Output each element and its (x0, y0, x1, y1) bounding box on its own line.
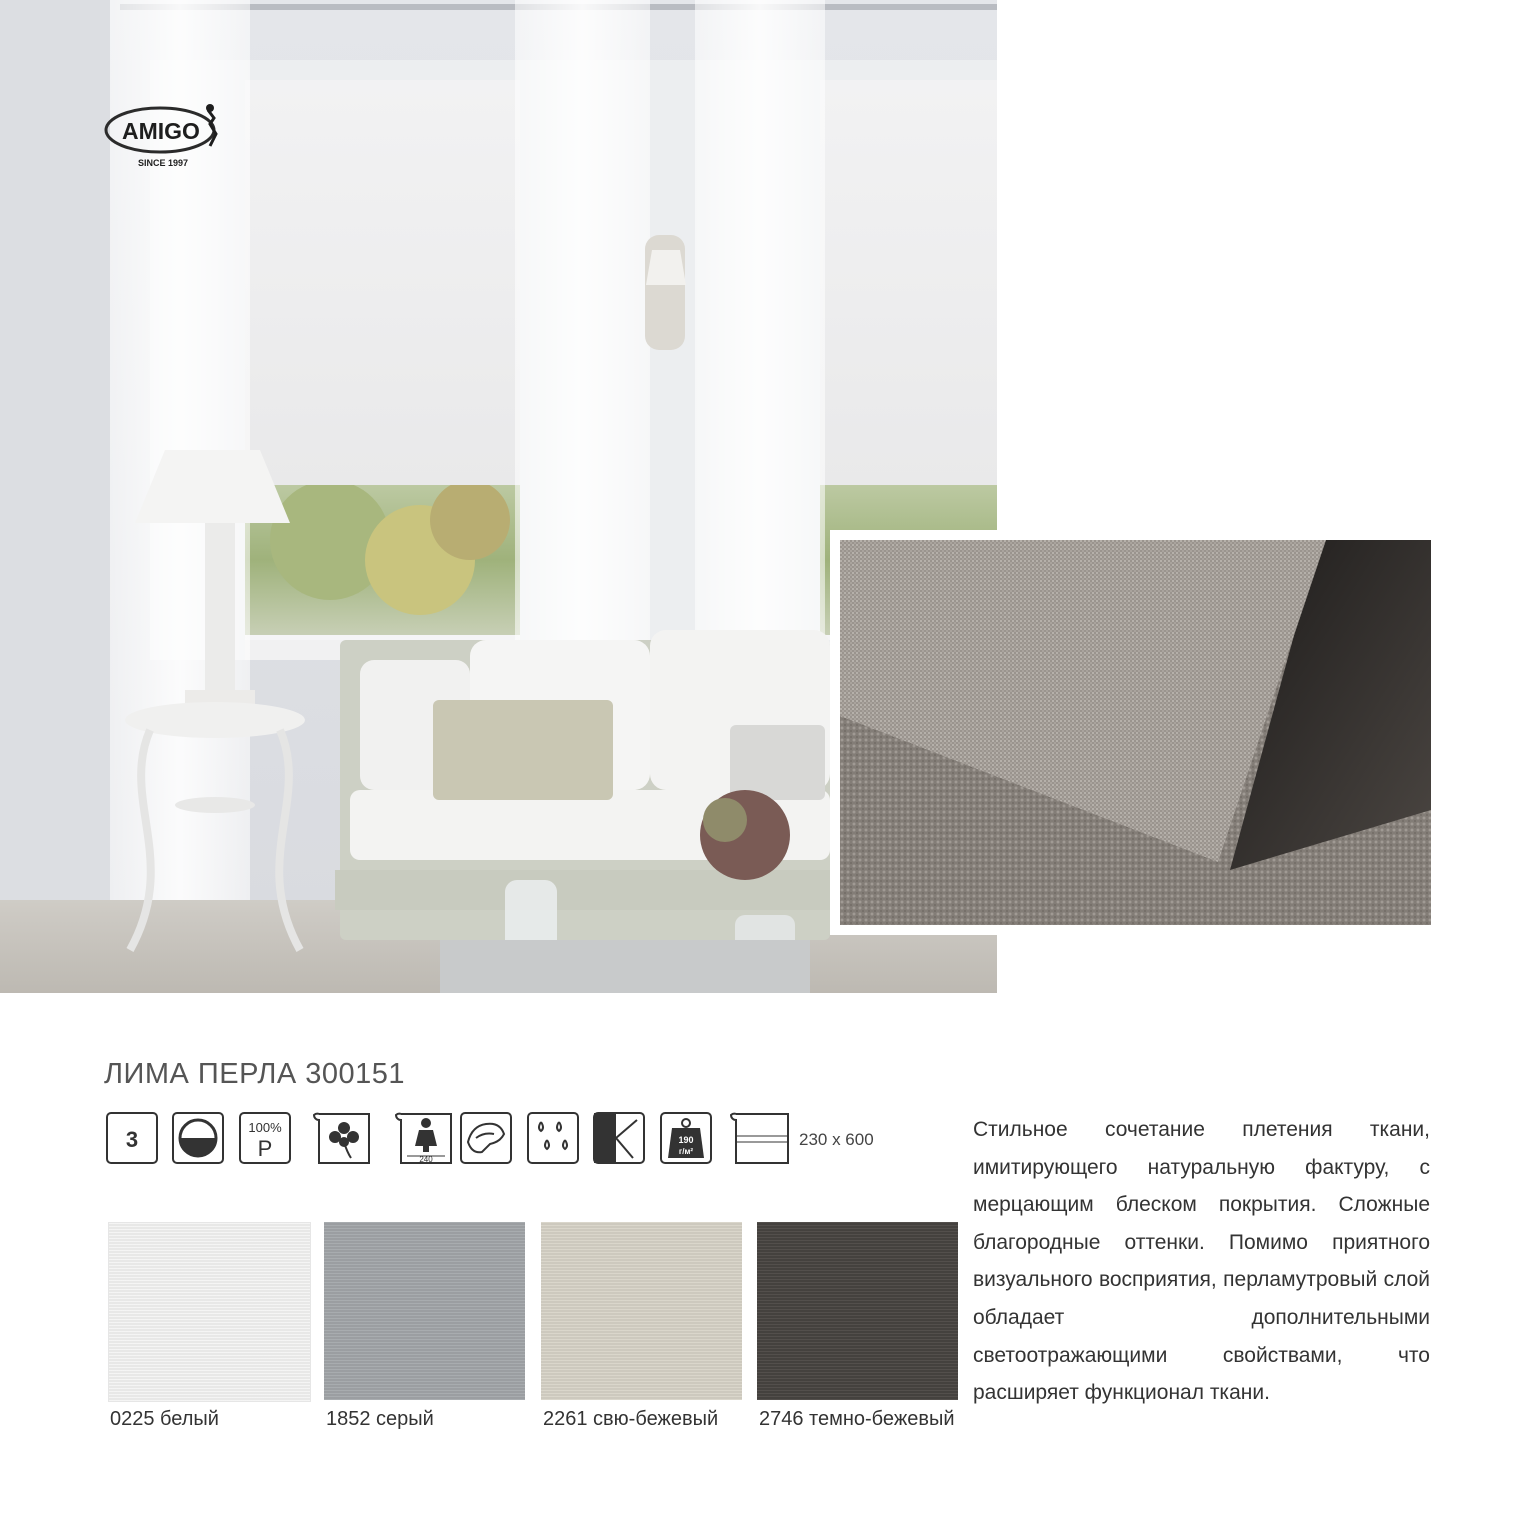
swatch-label: 0225 белый (110, 1408, 219, 1430)
swatch-1852 (324, 1222, 525, 1400)
svg-text:P: P (257, 1136, 273, 1161)
svg-text:г/м²: г/м² (678, 1147, 694, 1156)
roll-dimensions: 230 x 600 (799, 1130, 874, 1149)
swatch-2261 (541, 1222, 742, 1400)
swatch-2746 (757, 1222, 958, 1400)
logo-wordmark: AMIGO (122, 118, 200, 144)
svg-text:240: 240 (419, 1155, 433, 1164)
fabric-closeup-photo (830, 530, 1441, 935)
clover-icon (311, 1112, 371, 1164)
logo-since: SINCE 1997 (138, 158, 189, 168)
class-icon (106, 1112, 158, 1164)
swatch-label: 1852 серый (326, 1408, 434, 1430)
weight-icon (660, 1112, 712, 1164)
composition-icon (239, 1112, 291, 1164)
water-drops-icon (527, 1112, 579, 1164)
svg-text:3: 3 (125, 1127, 139, 1152)
swatch-label: 2746 темно-бежевый (759, 1408, 955, 1430)
svg-text:100%: 100% (248, 1120, 282, 1135)
product-description: Стильное сочетание плетения ткани, имитирующего натуральную фактуру, с мерцающим блеском покрытия. Сложные благородные оттенки. Помимо приятного визуального восприятия, перламутровый слой обладает дополнительными светоотражающими свойствами, что расширяет функционал ткани. (973, 1118, 1430, 1405)
dimout-icon (172, 1112, 224, 1164)
svg-text:190: 190 (678, 1135, 694, 1145)
swatch-label: 2261 свю-бежевый (543, 1408, 719, 1430)
product-title: ЛИМА ПЕРЛА 300151 (104, 1058, 406, 1090)
swatch-0225 (108, 1222, 311, 1402)
wipe-clean-icon (460, 1112, 512, 1164)
roll-size-icon (728, 1112, 790, 1164)
light-reflect-icon (593, 1112, 645, 1164)
brand-logo (100, 100, 228, 172)
width-icon (393, 1112, 453, 1164)
